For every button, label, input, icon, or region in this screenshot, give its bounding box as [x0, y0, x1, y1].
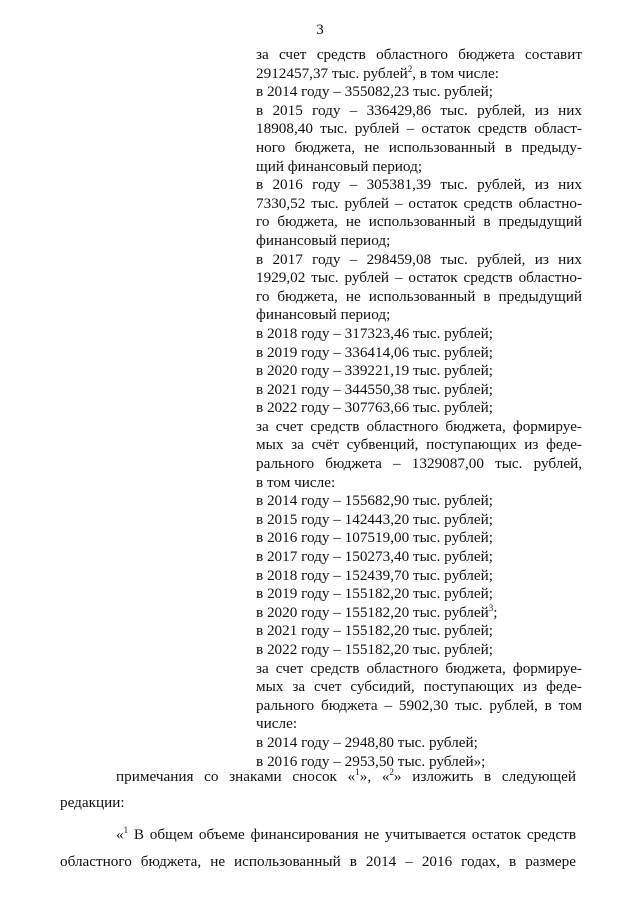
paragraph-notes-instruction — [60, 766, 576, 812]
column-line: финансовый период; — [256, 306, 391, 324]
column-line: в 2016 году – 107519,00 тыс. рублей; — [256, 529, 493, 547]
column-line: 1929,02 тыс. рублей – остаток средств областно- — [256, 269, 582, 287]
paragraph-line: примечания со знаками сносок «$^1$», «$^2$» изложить в следующей — [116, 766, 576, 785]
column-line: финансовый период; — [256, 231, 391, 249]
column-line: за счет средств областного бюджета, формируе- — [256, 417, 582, 435]
footnote-mark: 2 — [389, 766, 394, 777]
footnote-mark: 1 — [123, 824, 129, 835]
column-line: в 2019 году – 336414,06 тыс. рублей; — [256, 343, 493, 361]
paragraph-footnote-text — [60, 824, 576, 871]
column-line: в 2021 году – 344550,38 тыс. рублей; — [256, 380, 493, 398]
column-line: в том числе: — [256, 473, 336, 491]
footnote-mark: 1 — [355, 766, 360, 777]
paragraph-line: редакции: — [60, 794, 125, 811]
column-line: го бюджета, не использованный в предыдущий — [256, 287, 582, 305]
footnote-mark: 3 — [488, 602, 494, 613]
paragraph-line: областного бюджета, не использованный в 2014 – 2016 годах, в размере — [60, 853, 576, 870]
column-line: рального бюджета – 5902,30 тыс. рублей, в том — [256, 696, 582, 714]
column-line: в 2018 году – 152439,70 тыс. рублей; — [256, 566, 493, 584]
column-line: в 2019 году – 155182,20 тыс. рублей; — [256, 585, 493, 603]
column-line: в 2020 году – 155182,20 тыс. рублей$^3$; — [256, 602, 498, 621]
column-line: в 2014 году – 2948,80 тыс. рублей; — [256, 733, 478, 751]
column-line: го бюджета, не использованный в предыдущий — [256, 213, 582, 231]
column-line: числе: — [256, 715, 298, 733]
column-line: в 2017 году – 150273,40 тыс. рублей; — [256, 548, 493, 566]
column-line: рального бюджета – 1329087,00 тыс. рублей, — [256, 455, 582, 473]
column-line: в 2018 году – 317323,46 тыс. рублей; — [256, 324, 493, 342]
column-line: 18908,40 тыс. рублей – остаток средств област- — [256, 120, 582, 138]
column-line: в 2015 году – 142443,20 тыс. рублей; — [256, 510, 493, 528]
footnote-mark: 2 — [407, 63, 413, 74]
column-line: в 2022 году – 155182,20 тыс. рублей; — [256, 641, 493, 658]
column-line: 7330,52 тыс. рублей – остаток средств областно- — [256, 194, 582, 212]
funding-column — [256, 46, 582, 771]
column-line: щий финансовый период; — [256, 157, 423, 175]
column-line: за счет средств областного бюджета составит — [256, 46, 582, 63]
column-line: в 2016 году – 305381,39 тыс. рублей, из них — [256, 176, 582, 194]
column-line: в 2015 году – 336429,86 тыс. рублей, из них — [256, 101, 582, 119]
column-line: в 2014 году – 355082,23 тыс. рублей; — [256, 83, 493, 101]
column-line: в 2017 году – 298459,08 тыс. рублей, из них — [256, 250, 582, 268]
column-line: в 2014 году – 155682,90 тыс. рублей; — [256, 492, 493, 510]
column-line: в 2016 году – 2953,50 тыс. рублей»; — [256, 752, 486, 770]
column-line: в 2021 году – 155182,20 тыс. рублей; — [256, 622, 493, 640]
column-line: за счет средств областного бюджета, формируе- — [256, 659, 582, 677]
paragraph-line: «$^1$ В общем объеме финансирования не учитывается остаток средств — [116, 824, 576, 843]
column-line: мых за счёт субвенций, поступающих из феде- — [256, 436, 582, 454]
column-line: в 2022 году – 307763,66 тыс. рублей; — [256, 399, 493, 417]
column-line: мых за счет субсидий, поступающих из феде- — [256, 678, 582, 696]
column-line: в 2020 году – 339221,19 тыс. рублей; — [256, 362, 493, 380]
column-line: ного бюджета, не использованный в предыду- — [256, 138, 582, 156]
page-number: 3 — [316, 22, 324, 38]
column-line: 2912457,37 тыс. рублей$^2$, в том числе: — [256, 63, 499, 82]
